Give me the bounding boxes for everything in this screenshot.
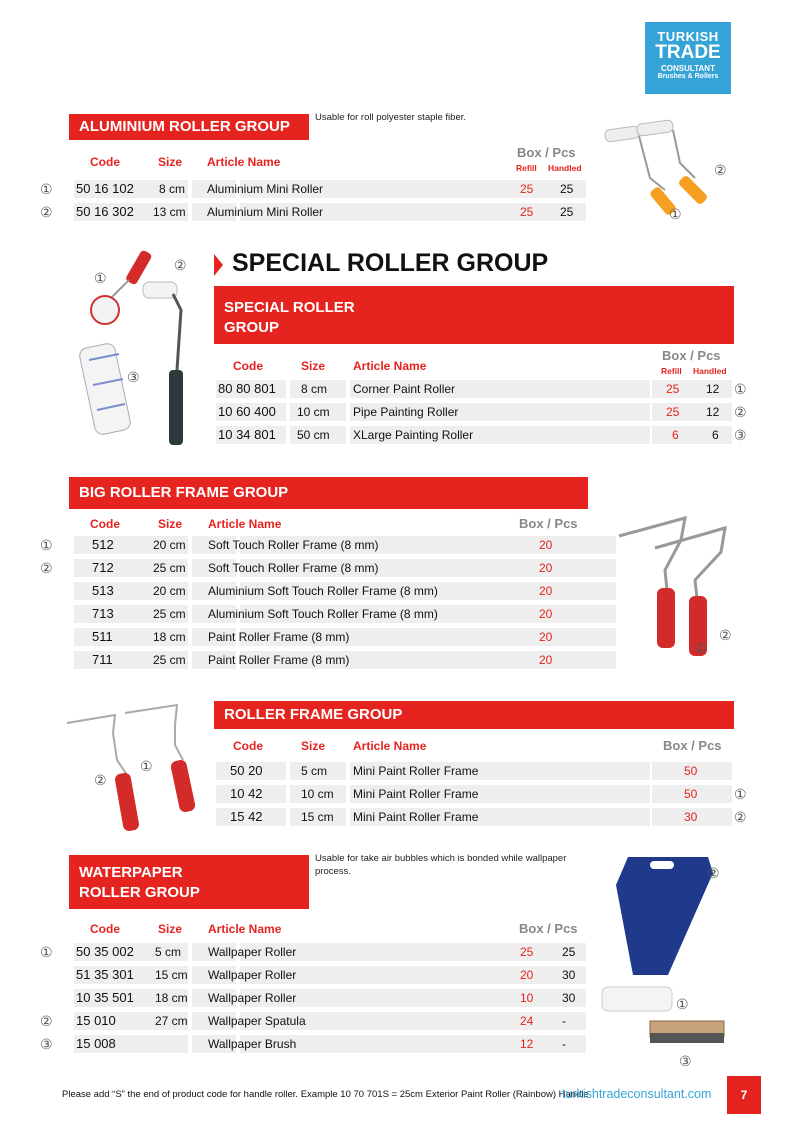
product-size: 25 cm	[153, 607, 186, 621]
image-marker: ②	[94, 772, 107, 788]
aluminium-title-text: ALUMINIUM ROLLER GROUP	[79, 118, 290, 135]
page-number: 7	[727, 1076, 761, 1114]
article-name: Aluminium Soft Touch Roller Frame (8 mm)	[208, 584, 438, 598]
product-code: 511	[92, 629, 113, 644]
image-marker: ①	[669, 206, 682, 222]
product-code: 50 16 302	[76, 204, 134, 219]
product-code: 713	[92, 606, 114, 621]
col-name-header: Article Name	[207, 155, 281, 169]
box-qty: 20	[539, 584, 553, 598]
product-size: 15 cm	[155, 968, 188, 982]
product-size: 25 cm	[153, 653, 186, 667]
box-qty: 20	[539, 630, 553, 644]
col-handled-header: Handled	[693, 366, 727, 376]
frame-title-text: ROLLER FRAME GROUP	[224, 706, 403, 723]
bigframe-section-title	[69, 477, 588, 509]
article-name: Soft Touch Roller Frame (8 mm)	[208, 561, 379, 575]
product-code: 711	[92, 652, 113, 667]
product-code: 10 42	[230, 786, 263, 801]
col-box-header: Box / Pcs	[519, 921, 578, 936]
product-code: 50 35 002	[76, 944, 134, 959]
refill-qty: 25	[666, 405, 680, 419]
article-name: Paint Roller Frame (8 mm)	[208, 653, 350, 667]
col-name-header: Article Name	[353, 359, 427, 373]
handled-qty: 25	[562, 945, 576, 959]
box-qty: 20	[539, 607, 553, 621]
box-qty: 30	[684, 810, 698, 824]
special-big-title: SPECIAL ROLLER GROUP	[232, 249, 549, 277]
waterpaper-title-line-1: WATERPAPER	[79, 864, 183, 881]
refill-qty: 12	[520, 1037, 534, 1051]
col-name-header: Article Name	[208, 517, 282, 531]
aluminium-note: Usable for roll polyester staple fiber.	[315, 112, 467, 123]
box-qty: 20	[539, 653, 553, 667]
article-name: Pipe Painting Roller	[353, 405, 459, 419]
table-row	[212, 425, 772, 445]
product-code: 51 35 301	[76, 967, 134, 982]
item-marker: ②	[40, 560, 53, 576]
product-size: 5 cm	[155, 945, 182, 959]
col-code-header: Code	[233, 359, 263, 373]
article-name: Mini Paint Roller Frame	[353, 810, 479, 824]
handled-qty: 25	[560, 205, 574, 219]
col-box-header: Box / Pcs	[662, 348, 721, 363]
product-size: 25 cm	[153, 561, 186, 575]
article-name: Wallpaper Roller	[208, 945, 297, 959]
refill-qty: 10	[520, 991, 534, 1005]
col-refill-header: Refill	[516, 163, 537, 173]
article-name: Soft Touch Roller Frame (8 mm)	[208, 538, 379, 552]
box-qty: 20	[539, 538, 553, 552]
article-name: Wallpaper Brush	[208, 1037, 297, 1051]
waterpaper-section-title	[69, 855, 309, 909]
article-name: Paint Roller Frame (8 mm)	[208, 630, 350, 644]
table-row	[212, 761, 800, 781]
website-link[interactable]: turkishtradeconsultant.com	[562, 1087, 712, 1101]
box-qty: 50	[684, 787, 698, 801]
col-code-header: Code	[90, 155, 120, 169]
bigframe-title-text: BIG ROLLER FRAME GROUP	[79, 484, 289, 501]
product-size: 5 cm	[301, 764, 328, 778]
article-name: Mini Paint Roller Frame	[353, 787, 479, 801]
col-code-header: Code	[233, 739, 263, 753]
logo-line-4: Brushes & Rollers	[657, 73, 719, 80]
section-arrow-icon	[214, 254, 223, 276]
image-marker: ③	[127, 369, 140, 385]
special-title-line-2: GROUP	[224, 319, 280, 336]
product-code: 10 35 501	[76, 990, 134, 1005]
item-marker: ②	[734, 809, 747, 825]
product-size: 10 cm	[297, 405, 330, 419]
item-marker: ②	[734, 404, 747, 420]
col-refill-header: Refill	[661, 366, 682, 376]
image-marker: ③	[679, 1053, 692, 1069]
special-title-line-1: SPECIAL ROLLER	[224, 299, 355, 316]
product-size: 20 cm	[153, 584, 186, 598]
refill-qty: 25	[666, 382, 680, 396]
product-code: 513	[92, 583, 114, 598]
article-name: Corner Paint Roller	[353, 382, 456, 396]
footer-note: Please add “S” the end of product code for handle roller. Example 10 70 701S = 25cm Exterior Paint Roller (Rainbow) Handle	[62, 1089, 589, 1100]
item-marker: ③	[40, 1036, 53, 1052]
col-size-header: Size	[158, 155, 183, 169]
brand-logo	[645, 22, 731, 94]
product-code: 10 34 801	[218, 427, 276, 442]
logo-line-3: CONSULTANT	[661, 64, 715, 73]
image-marker: ②	[707, 865, 720, 881]
logo-line-2: TRADE	[655, 42, 721, 63]
image-marker: ①	[676, 996, 689, 1012]
product-code: 50 16 102	[76, 181, 134, 196]
col-size-header: Size	[158, 922, 183, 936]
product-code: 512	[92, 537, 114, 552]
product-size: 50 cm	[297, 428, 330, 442]
refill-qty: 25	[520, 945, 534, 959]
col-size-header: Size	[158, 517, 183, 531]
table-row	[212, 402, 772, 422]
handled-qty: 25	[560, 182, 574, 196]
product-size: 15 cm	[301, 810, 334, 824]
product-size: 27 cm	[155, 1014, 188, 1028]
item-marker: ①	[734, 381, 747, 397]
special-section-title	[214, 286, 734, 344]
item-marker: ①	[40, 181, 53, 197]
product-size: 8 cm	[159, 182, 186, 196]
handled-qty: 30	[562, 991, 576, 1005]
col-code-header: Code	[90, 922, 120, 936]
col-handled-header: Handled	[548, 163, 582, 173]
handled-qty: -	[562, 1037, 566, 1051]
col-box-header: Box / Pcs	[517, 145, 576, 160]
col-box-header: Box / Pcs	[663, 738, 722, 753]
roller-frame-image	[65, 705, 205, 835]
box-qty: 20	[539, 561, 553, 575]
item-marker: ②	[40, 1013, 53, 1029]
handled-qty: 12	[706, 405, 720, 419]
product-size: 13 cm	[153, 205, 186, 219]
logo-line-1: TURKISH	[657, 29, 719, 44]
col-size-header: Size	[301, 739, 326, 753]
item-marker: ①	[40, 944, 53, 960]
article-name: XLarge Painting Roller	[353, 428, 474, 442]
col-box-header: Box / Pcs	[519, 516, 578, 531]
table-row	[212, 379, 772, 399]
product-size: 18 cm	[153, 630, 186, 644]
col-name-header: Article Name	[208, 922, 282, 936]
box-qty: 50	[684, 764, 698, 778]
item-marker: ①	[734, 786, 747, 802]
article-name: Mini Paint Roller Frame	[353, 764, 479, 778]
article-name: Aluminium Mini Roller	[207, 205, 324, 219]
product-code: 15 010	[76, 1013, 116, 1028]
product-size: 10 cm	[301, 787, 334, 801]
handled-qty: 6	[712, 428, 719, 442]
article-name: Wallpaper Roller	[208, 991, 297, 1005]
product-code: 15 008	[76, 1036, 116, 1051]
product-code: 10 60 400	[218, 404, 276, 419]
refill-qty: 6	[672, 428, 679, 442]
handled-qty: 12	[706, 382, 720, 396]
table-row	[40, 202, 590, 222]
article-name: Wallpaper Spatula	[208, 1014, 306, 1028]
article-name: Wallpaper Roller	[208, 968, 297, 982]
refill-qty: 25	[520, 205, 534, 219]
aluminium-section-title	[69, 114, 309, 140]
wallpaper-tools-image	[598, 855, 738, 1065]
product-code: 50 20	[230, 763, 263, 778]
product-size: 18 cm	[155, 991, 188, 1005]
product-code: 712	[92, 560, 114, 575]
image-marker: ②	[714, 162, 727, 178]
table-row	[212, 784, 800, 804]
refill-qty: 20	[520, 968, 534, 982]
handled-qty: -	[562, 1014, 566, 1028]
item-marker: ③	[734, 427, 747, 443]
product-code: 80 80 801	[218, 381, 276, 396]
handled-qty: 30	[562, 968, 576, 982]
image-marker: ①	[94, 270, 107, 286]
image-marker: ②	[719, 627, 732, 643]
refill-qty: 25	[520, 182, 534, 196]
item-marker: ①	[40, 537, 53, 553]
table-row	[40, 179, 590, 199]
refill-qty: 24	[520, 1014, 534, 1028]
col-code-header: Code	[90, 517, 120, 531]
waterpaper-title-line-2: ROLLER GROUP	[79, 884, 200, 901]
waterpaper-note: Usable for take air bubbles which is bonded while wallpaper process.	[315, 853, 567, 877]
col-name-header: Article Name	[353, 739, 427, 753]
image-marker: ①	[140, 758, 153, 774]
table-row	[212, 807, 800, 827]
article-name: Aluminium Soft Touch Roller Frame (8 mm)	[208, 607, 438, 621]
item-marker: ②	[40, 204, 53, 220]
image-marker: ②	[174, 257, 187, 273]
product-size: 20 cm	[153, 538, 186, 552]
product-code: 15 42	[230, 809, 263, 824]
frame-section-title	[214, 701, 734, 729]
image-marker: ①	[694, 640, 707, 656]
article-name: Aluminium Mini Roller	[207, 182, 324, 196]
product-size: 8 cm	[301, 382, 328, 396]
col-size-header: Size	[301, 359, 326, 373]
